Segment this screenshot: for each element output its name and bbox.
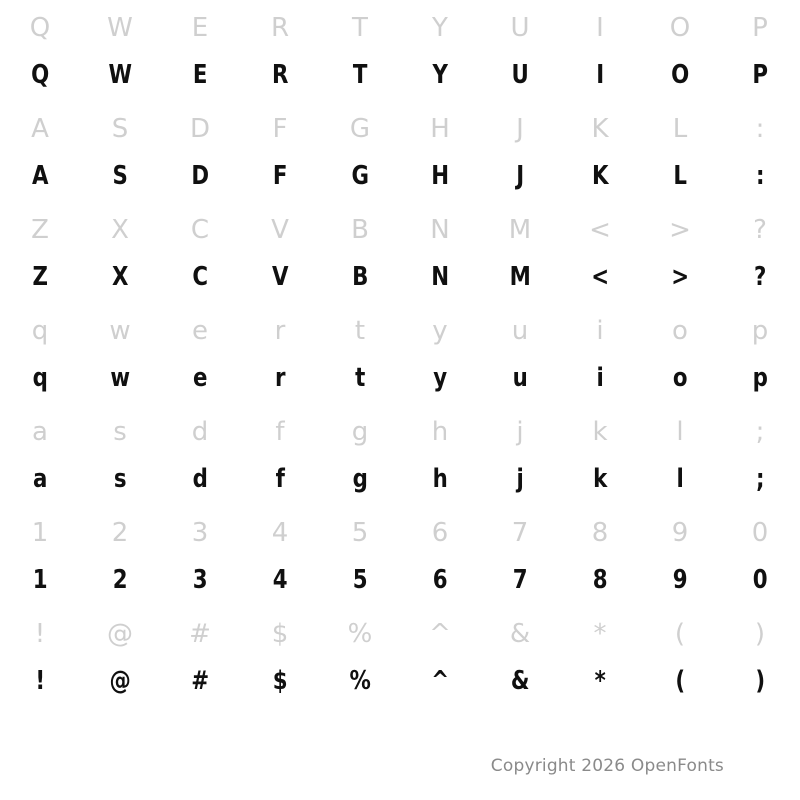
glyph-cell: N [431, 262, 449, 292]
glyph-cell: R [271, 60, 289, 90]
glyph-cell: a [32, 417, 48, 447]
glyph-cell: B [351, 215, 369, 245]
glyph-cell: 9 [672, 565, 688, 595]
glyph-cell: M [509, 262, 531, 292]
glyph-cell: w [110, 363, 130, 393]
glyph-cell: I [596, 13, 604, 43]
glyph-row-sample [0, 658, 800, 704]
glyph-row-reference [0, 610, 800, 658]
glyph-cell: e [192, 363, 208, 393]
glyph-cell: r [274, 363, 286, 393]
glyph-cell: Y [432, 13, 448, 43]
glyph-cell: j [516, 464, 524, 494]
glyph-cell: V [271, 262, 289, 292]
row-spacer [0, 199, 800, 206]
glyph-row-reference [0, 4, 800, 52]
copyright-notice: Copyright 2026 OpenFonts [490, 756, 724, 776]
glyph-cell: X [111, 215, 129, 245]
glyph-cell: * [593, 619, 607, 649]
glyph-cell: : [755, 114, 765, 144]
glyph-cell: ) [755, 666, 765, 696]
glyph-cell: l [676, 417, 684, 447]
glyph-cell: u [512, 363, 528, 393]
glyph-row-sample [0, 254, 800, 300]
glyph-cell: Z [32, 262, 48, 292]
glyph-row-sample [0, 456, 800, 502]
glyph-cell: 5 [351, 518, 369, 548]
glyph-row-sample [0, 52, 800, 98]
glyph-cell: K [591, 114, 609, 144]
glyph-cell: % [347, 619, 373, 649]
glyph-row-sample [0, 153, 800, 199]
glyph-cell: h [431, 417, 449, 447]
glyph-cell: D [191, 161, 209, 191]
glyph-cell: 6 [432, 565, 448, 595]
glyph-cell: k [592, 417, 608, 447]
glyph-cell: D [189, 114, 211, 144]
glyph-cell: p [751, 316, 769, 346]
glyph-cell: s [113, 464, 127, 494]
row-spacer [0, 502, 800, 509]
glyph-cell: V [271, 215, 289, 245]
glyph-cell: 6 [431, 518, 449, 548]
row-spacer [0, 401, 800, 408]
glyph-cell: 3 [192, 565, 208, 595]
glyph-cell: C [192, 262, 208, 292]
glyph-row-reference [0, 307, 800, 355]
glyph-cell: W [108, 60, 132, 90]
row-spacer [0, 98, 800, 105]
glyph-cell: > [669, 215, 691, 245]
glyph-cell: p [752, 363, 768, 393]
glyph-cell: o [672, 316, 688, 346]
glyph-cell: F [272, 114, 288, 144]
glyph-cell: ; [755, 464, 765, 494]
glyph-cell: M [508, 215, 532, 245]
glyph-cell: t [354, 316, 366, 346]
glyph-cell: G [351, 161, 369, 191]
glyph-cell: < [589, 215, 611, 245]
glyph-cell: 3 [191, 518, 209, 548]
glyph-cell: 1 [32, 565, 48, 595]
glyph-cell: U [510, 13, 530, 43]
glyph-cell: t [355, 363, 365, 393]
glyph-cell: J [516, 161, 524, 191]
glyph-cell: L [673, 161, 687, 191]
glyph-cell: Y [432, 60, 448, 90]
glyph-cell: e [192, 316, 208, 346]
glyph-cell: Q [31, 60, 49, 90]
glyph-cell: @ [107, 619, 133, 649]
glyph-cell: ^ [429, 619, 451, 649]
glyph-cell: # [191, 666, 209, 696]
glyph-cell: G [349, 114, 371, 144]
glyph-row-reference [0, 408, 800, 456]
glyph-cell: & [510, 666, 530, 696]
glyph-cell: ^ [431, 666, 449, 696]
glyph-cell: f [275, 417, 285, 447]
glyph-cell: @ [109, 666, 131, 696]
glyph-cell: 2 [112, 565, 128, 595]
glyph-row-reference [0, 509, 800, 557]
glyph-cell: * [594, 666, 606, 696]
glyph-cell: y [432, 316, 448, 346]
glyph-cell: l [676, 464, 684, 494]
glyph-cell: f [275, 464, 285, 494]
glyph-cell: O [671, 60, 689, 90]
glyph-cell: o [672, 363, 688, 393]
glyph-cell: P [752, 13, 768, 43]
glyph-cell: ! [35, 666, 45, 696]
glyph-cell: k [593, 464, 607, 494]
glyph-row-reference [0, 206, 800, 254]
glyph-cell: F [272, 161, 288, 191]
glyph-cell: a [33, 464, 47, 494]
glyph-cell: P [752, 60, 768, 90]
glyph-cell: K [591, 161, 609, 191]
glyph-cell: & [509, 619, 531, 649]
glyph-cell: R [270, 13, 290, 43]
glyph-cell: I [596, 60, 604, 90]
glyph-cell: : [755, 161, 765, 191]
glyph-cell: H [430, 114, 450, 144]
glyph-cell: 8 [592, 565, 608, 595]
glyph-cell: E [191, 13, 209, 43]
glyph-cell: W [107, 13, 133, 43]
glyph-cell: ? [753, 215, 767, 245]
glyph-cell: L [672, 114, 688, 144]
glyph-cell: i [596, 363, 604, 393]
glyph-row-sample [0, 355, 800, 401]
glyph-cell: g [351, 417, 369, 447]
glyph-cell: g [352, 464, 368, 494]
row-spacer [0, 300, 800, 307]
glyph-cell: Z [31, 215, 49, 245]
glyph-cell: i [596, 316, 604, 346]
glyph-cell: E [192, 60, 208, 90]
glyph-cell: 7 [511, 518, 529, 548]
glyph-cell: r [274, 316, 286, 346]
glyph-cell: H [431, 161, 449, 191]
glyph-cell: T [352, 60, 368, 90]
glyph-cell: d [191, 417, 209, 447]
glyph-cell: 0 [752, 565, 768, 595]
glyph-cell: h [432, 464, 448, 494]
glyph-cell: S [112, 161, 128, 191]
glyph-cell: 1 [31, 518, 49, 548]
row-spacer [0, 704, 800, 711]
glyph-cell: 0 [751, 518, 769, 548]
glyph-cell: ( [674, 619, 686, 649]
glyph-cell: J [516, 114, 524, 144]
glyph-cell: s [113, 417, 127, 447]
glyph-cell: Q [29, 13, 51, 43]
glyph-cell: 5 [352, 565, 368, 595]
glyph-cell: T [352, 13, 368, 43]
glyph-cell: ? [754, 262, 766, 292]
glyph-cell: ! [34, 619, 46, 649]
glyph-cell: 2 [111, 518, 129, 548]
glyph-cell: > [671, 262, 689, 292]
glyph-cell: ) [754, 619, 766, 649]
glyph-cell: $ [271, 619, 289, 649]
glyph-cell: S [111, 114, 129, 144]
glyph-cell: O [669, 13, 691, 43]
glyph-cell: U [511, 60, 529, 90]
glyph-cell: X [111, 262, 129, 292]
glyph-cell: y [433, 363, 447, 393]
glyph-row-sample [0, 557, 800, 603]
glyph-cell: q [31, 316, 49, 346]
glyph-cell: 7 [512, 565, 528, 595]
glyph-cell: q [32, 363, 48, 393]
glyph-cell: C [190, 215, 210, 245]
glyph-cell: < [591, 262, 609, 292]
glyph-cell: 9 [671, 518, 689, 548]
glyph-cell: 4 [271, 518, 289, 548]
glyph-cell: ( [675, 666, 685, 696]
row-spacer [0, 603, 800, 610]
glyph-cell: j [516, 417, 524, 447]
glyph-cell: N [430, 215, 450, 245]
glyph-cell: # [189, 619, 211, 649]
glyph-cell: w [109, 316, 131, 346]
glyph-cell: A [31, 161, 49, 191]
glyph-cell: 8 [591, 518, 609, 548]
glyph-cell: d [192, 464, 208, 494]
glyph-cell: B [352, 262, 368, 292]
glyph-cell: A [31, 114, 49, 144]
glyph-cell: 4 [272, 565, 288, 595]
glyph-cell: % [349, 666, 371, 696]
glyph-cell: u [511, 316, 529, 346]
glyph-cell: ; [755, 417, 765, 447]
glyph-cell: $ [272, 666, 288, 696]
glyph-row-reference [0, 105, 800, 153]
